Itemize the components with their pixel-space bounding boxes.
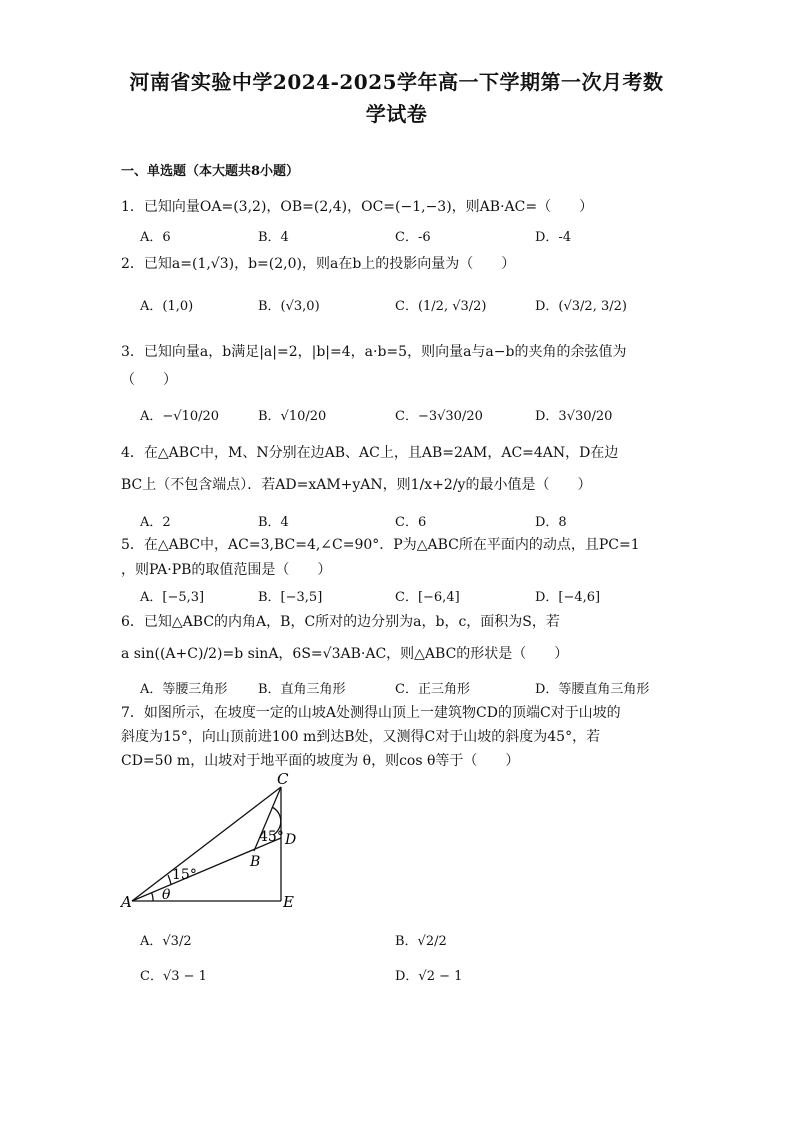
question-7-text-cont: 斜度为15°，向山顶前进100 m到达B处，又测得C对于山坡的斜度为45°，若: [121, 729, 601, 745]
q6-option-a[interactable]: A．等腰三角形: [140, 682, 228, 697]
label-angle-15: 15°: [172, 867, 197, 883]
angle-theta-arc: [152, 893, 154, 902]
q7-option-d[interactable]: D．√2 − 1: [395, 969, 463, 984]
question-6-text: 6．已知△ABC的内角A，B，C所对的边分别为a，b，c，面积为S，若: [121, 614, 560, 630]
q1-option-b[interactable]: B．4: [258, 230, 289, 245]
q2-option-c[interactable]: C．(1/2, √3/2): [395, 299, 487, 314]
q5-option-b[interactable]: B．[−3,5]: [258, 590, 323, 605]
q7-option-b[interactable]: B．√2/2: [395, 934, 447, 949]
slope-triangle-figure: [115, 768, 305, 913]
question-7-text: 7．如图所示，在坡度一定的山坡A处测得山顶上一建筑物CD的顶端C对于山坡的: [121, 705, 621, 721]
exam-title-line1: 河南省实验中学2024-2025学年高一下学期第一次月考数: [129, 70, 664, 94]
exam-title-line2: 学试卷: [365, 102, 428, 126]
question-7-text-cont2: CD=50 m，山坡对于地平面的坡度为 θ，则cos θ等于（ ）: [121, 753, 520, 769]
label-theta: θ: [162, 887, 171, 903]
label-b: B: [250, 854, 261, 870]
angle-15-arc: [168, 875, 171, 885]
question-5-text: 5．在△ABC中，AC=3,BC=4,∠C=90°．P为△ABC所在平面内的动点，且PC=1: [121, 537, 640, 553]
label-a: A: [121, 893, 132, 911]
q6-option-c[interactable]: C．正三角形: [395, 682, 470, 697]
label-d: D: [285, 832, 297, 848]
q3-option-b[interactable]: B．√10/20: [258, 409, 327, 424]
question-3-text-cont: （ ）: [121, 372, 177, 388]
q1-option-c[interactable]: C．-6: [395, 230, 431, 245]
q5-option-a[interactable]: A．[−5,3]: [140, 590, 205, 605]
q2-option-a[interactable]: A．(1,0): [140, 299, 194, 314]
q7-option-a[interactable]: A．√3/2: [140, 934, 192, 949]
q1-option-a[interactable]: A．6: [140, 230, 171, 245]
q4-option-d[interactable]: D．8: [535, 515, 567, 530]
q3-option-c[interactable]: C．−3√30/20: [395, 409, 483, 424]
q2-option-d[interactable]: D．(√3/2, 3/2): [535, 299, 627, 314]
label-c: C: [277, 770, 289, 788]
question-4-text-cont: BC上（不包含端点）．若AD=xAM+yAN，则1/x+2/y的最小值是（ ）: [121, 477, 592, 493]
section-heading-single-choice: 一、单选题（本大题共8小题）: [121, 164, 300, 179]
q5-option-c[interactable]: C．[−6,4]: [395, 590, 460, 605]
q1-option-d[interactable]: D．-4: [535, 230, 572, 245]
question-6-text-cont: a sin((A+C)/2)=b sinA，6S=√3AB·AC，则△ABC的形状是（ ）: [121, 646, 569, 662]
question-5-text-cont: ，则PA·PB的取值范围是（ ）: [121, 562, 332, 578]
label-angle-45: 45°: [259, 829, 284, 845]
q6-option-b[interactable]: B．直角三角形: [258, 682, 346, 697]
q7-option-c[interactable]: C．√3 − 1: [140, 969, 207, 984]
question-1-text: 1．已知向量OA=(3,2)，OB=(2,4)，OC=(−1,−3)，则AB·AC=（ ）: [121, 199, 594, 215]
q4-option-c[interactable]: C．6: [395, 515, 427, 530]
q3-option-d[interactable]: D．3√30/20: [535, 409, 613, 424]
q5-option-d[interactable]: D．[−4,6]: [535, 590, 601, 605]
question-3-text: 3．已知向量a，b满足|a|=2，|b|=4，a·b=5，则向量a与a−b的夹角的余弦值为: [121, 344, 627, 360]
label-e: E: [283, 893, 294, 911]
question-2-text: 2．已知a=(1,√3)，b=(2,0)，则a在b上的投影向量为（ ）: [121, 256, 516, 272]
q6-option-d[interactable]: D．等腰直角三角形: [535, 682, 650, 697]
q4-option-a[interactable]: A．2: [140, 515, 171, 530]
q2-option-b[interactable]: B．(√3,0): [258, 299, 320, 314]
question-4-text: 4．在△ABC中，M、N分别在边AB、AC上，且AB=2AM，AC=4AN，D在边: [121, 445, 619, 461]
q3-option-a[interactable]: A．−√10/20: [140, 409, 220, 424]
q4-option-b[interactable]: B．4: [258, 515, 289, 530]
